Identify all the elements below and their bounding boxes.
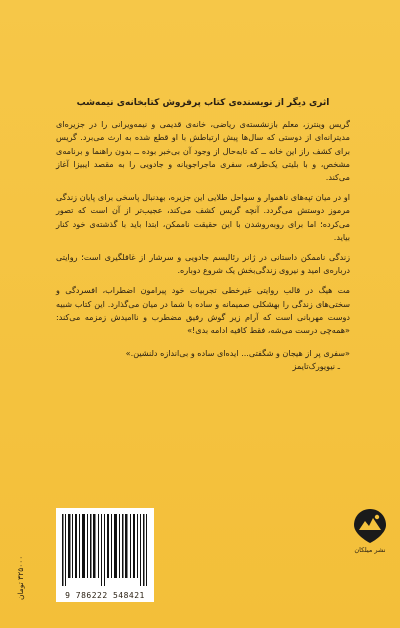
- paragraph-1: گریس وینترز، معلم بازنشسته‌ی ریاضی، خانه‌ی قدیمی و نیمه‌ویرانی را در جزیره‌ای مدیترانه‌ای از دوستی که سال‌ها پیش ارتباطش با او قطع شده به ارث می‌برد. گریس برای کشف راز این خانه ــ که تابه‌حال از وجود آن بی‌خبر بوده ــ بدون راهنما و برنامه‌ی مشخص، و با بلیتی یک‌طرفه، سفری ماجراجویانه و جادویی را به مقصد ایبیزا آغاز می‌کند.: [56, 119, 350, 183]
- barcode: [56, 508, 154, 602]
- mountain-logo-icon: [353, 508, 387, 544]
- barcode-number: 9 786222 548421: [65, 591, 145, 600]
- blurb: [56, 97, 350, 374]
- price-label: ۳۲۵۰۰۰ تومان: [16, 555, 25, 600]
- publisher-name: نشر میلکان: [354, 546, 386, 554]
- review-quote: «سفری پر از هیجان و شگفتی... ایده‌ای ساده و بی‌اندازه دلنشین.»: [125, 348, 350, 359]
- paragraph-2: او در میان تپه‌های ناهموار و سواحل طلایی این جزیره، بهدنبال پاسخی برای پایان زندگی مرموز دوستش می‌گردد. آنچه گریس کشف می‌کند، عجیب‌تر از آن است که تصور می‌کرده؛ اما برای روبه‌روشدن با این حقیقت ناممکن، ابتدا باید با گذشته‌ی خود کنار بیاید.: [56, 192, 350, 242]
- headline: اثری دیگر از نویسنده‌ی کتاب پرفروش کتابخانه‌ی نیمه‌شب: [76, 98, 330, 108]
- barcode-bars-icon: [62, 514, 148, 586]
- paragraph-4: مت هیگ در قالب روایتی غیرخطی تجربیات خود پیرامون اضطراب، افسردگی و سختی‌های زندگی را بهشکلی صمیمانه و ساده با شما در میان می‌گذارد. این کتاب شبیه دوست مهربانی است که آرام زیر گوش رفیق مضطرب و ناامیدش زمزمه می‌کند: «همه‌چی درست می‌شه، فقط کافیه ادامه بدی!»: [56, 285, 350, 336]
- publisher-logo: [352, 508, 388, 554]
- barcode-area: [16, 500, 388, 620]
- review-attribution: ـ نیویورک‌تایمز: [292, 361, 340, 372]
- paragraph-3: زندگی ناممکن داستانی در ژانر رئالیسم جادویی و سرشار از غافلگیری است؛ روایتی درباره‌ی امید و نیروی زندگی‌بخش یک شروع دوباره.: [56, 252, 350, 276]
